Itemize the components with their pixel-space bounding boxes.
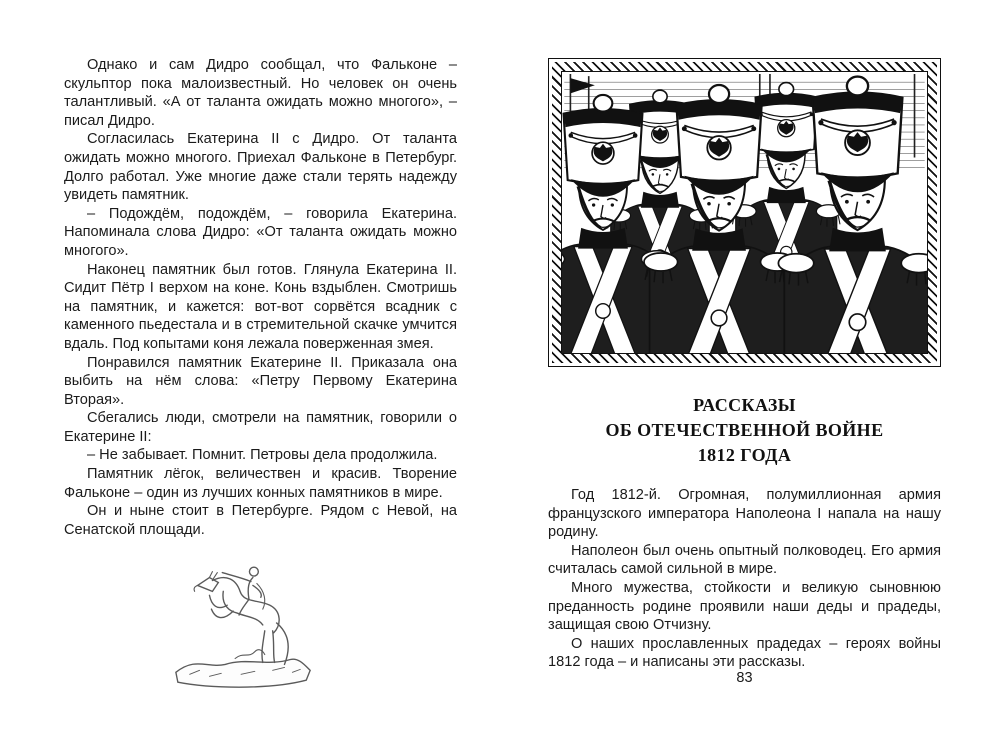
paragraph: Наконец памятник был готов. Глянула Екатерина II. Сидит Пётр I верхом на коне. Конь вздыблен. Смотришь на памятник, и кажется: вот-вот сорвётся всадник с каменного пьедестала и в стремительной скачке умчится вдаль. Под копытами коня лежала поверженная змея. — [64, 261, 457, 352]
decorative-border-band — [552, 62, 937, 363]
left-page-text — [64, 56, 457, 539]
soldiers-illustration-frame — [548, 58, 941, 367]
chapter-title-line: РАССКАЗЫ — [693, 395, 796, 415]
paragraph: – Подождём, подождём, – говорила Екатерина. Напоминала слова Дидро: «От таланта ожидать можно многого». — [64, 205, 457, 259]
right-page — [548, 0, 941, 751]
paragraph: О наших прославленных прадедах – героях войны 1812 года – и написаны эти рассказы. — [548, 635, 941, 671]
chapter-title — [548, 393, 941, 468]
paragraph: – Не забывает. Помнит. Петровы дела продолжила. — [87, 447, 438, 464]
chapter-title-line: ОБ ОТЕЧЕСТВЕННОЙ ВОЙНЕ — [605, 420, 884, 440]
chapter-title-line: 1812 ГОДА — [697, 445, 792, 465]
paragraph: Однако и сам Дидро сообщал, что Фальконе – скульптор пока малоизвестный. Но человек он очень талантливый. «А от таланта ожидать можно многого», – писал Дидро. — [64, 57, 457, 129]
bronze-horseman-illustration — [160, 540, 330, 698]
paragraph: Согласилась Екатерина II с Дидро. От таланта ожидать можно многого. Приехал Фальконе в Петербург. Долго работал. Уже многие даже стали терять надежду увидеть памятник. — [64, 131, 457, 204]
paragraph: Наполеон был очень опытный полководец. Его армия считалась самой сильной в мире. — [548, 542, 941, 578]
soldiers-illustration — [561, 71, 928, 354]
paragraph: Много мужества, стойкости и великую сыновнюю преданность родине проявили наши деды и прадеды, защищая свою Отчизну. — [548, 579, 941, 634]
paragraph: Год 1812-й. Огромная, полумиллионная армия французского императора Наполеона I напала на нашу родину. — [548, 487, 941, 541]
right-page-text — [548, 486, 941, 672]
soldiers-1812-engraving-svg — [562, 72, 927, 353]
paragraph: Понравился памятник Екатерине II. Приказала она выбить на нём слова: «Петру Первому Екатерина Вторая». — [64, 354, 457, 408]
left-page — [64, 0, 457, 751]
page-number: 83 — [736, 670, 753, 686]
bronze-horseman-sketch-svg — [160, 540, 330, 698]
paragraph: Памятник лёгок, величествен и красив. Творение Фальконе – один из лучших конных памятников в мире. — [64, 466, 457, 501]
paragraph: Сбегались люди, смотрели на памятник, говорили о Екатерине II: — [64, 410, 457, 445]
paragraph: Он и ныне стоит в Петербурге. Рядом с Невой, на Сенатской площади. — [64, 503, 457, 538]
